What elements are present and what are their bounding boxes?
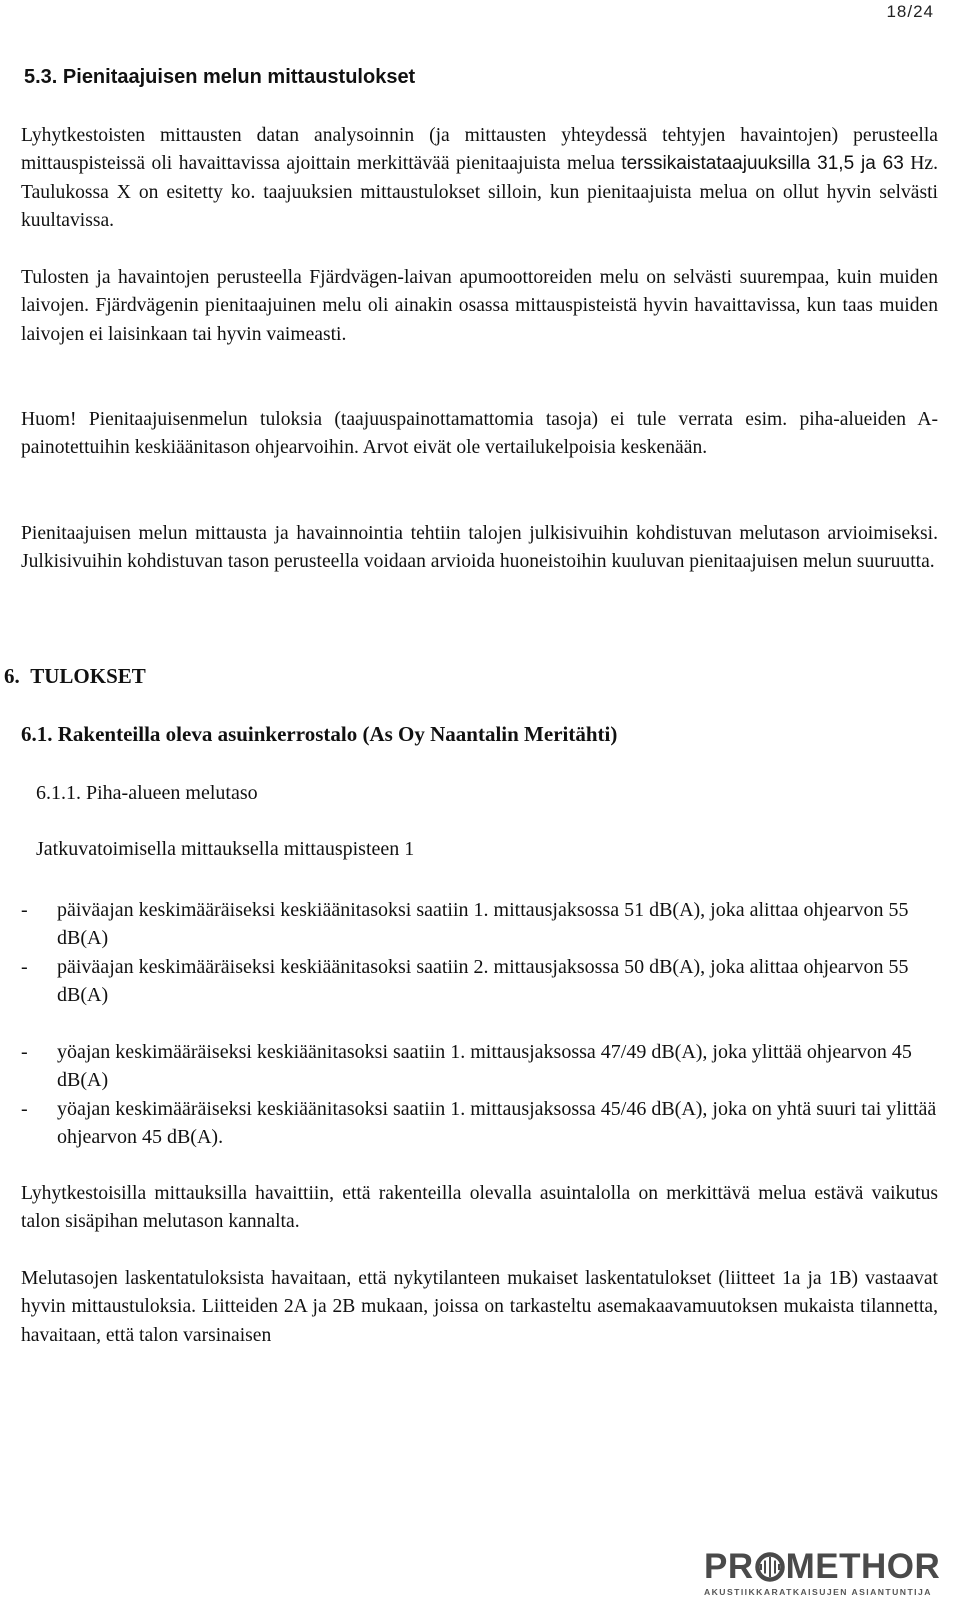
paragraph-6: Melutasojen laskentatuloksista havaitaan, että nykytilanteen mukaiset laskentatulokset (liitteet 1a ja 1B) vastaavat hyvin mittaustuloksia. Liitteiden 2A ja 2B mukaan, joissa on tarkasteltu asemakaavamuutoksen mukaista tilannetta, havaitaan, että talon varsinaisen: [21, 1268, 938, 1346]
list-item: [21, 1038, 938, 1095]
bullet-dash: -: [21, 1097, 28, 1120]
list-item-text: päiväajan keskimääräiseksi keskiäänitasoksi saatiin 1. mittausjaksossa 51 dB(A), joka alittaa ohjearvon 55 dB(A): [57, 899, 909, 950]
logo-wordmark-end: METHOR: [785, 1547, 941, 1586]
paragraph-5: Lyhytkestoisilla mittauksilla havaittiin, että rakenteilla olevalla asuintalolla on merkittävä melua estävä vaikutus talon sisäpihan melutason kannalta.: [21, 1183, 938, 1233]
list-item-text: päiväajan keskimääräiseksi keskiäänitasoksi saatiin 2. mittausjaksossa 50 dB(A), joka alittaa ohjearvon 55 dB(A): [57, 955, 909, 1007]
logo-ring-icon: [755, 1552, 785, 1582]
section-heading-5-3: 5.3. Pienitaajuisen melun mittaustulokset: [24, 66, 416, 88]
paragraph-2: Tulosten ja havaintojen perusteella Fjärdvägen-laivan apumoottoreiden melu on selvästi suurempaa, kuin muiden laivojen. Fjärdvägenin pienitaajuinen melu oli ainakin osassa mittauspisteistä hyvin havaittavissa, kun taas muiden laivojen ei laisinkaan tai hyvin vaimeasti.: [21, 267, 938, 345]
paragraph-1-part-a: Lyhytkestoisten mittausten datan analysoinnin (ja mittausten yhteydessä tehtyjen havaintojen) perusteella mittauspisteissä oli havaittavissa ajoittain merkittävää pienitaajuista melua: [21, 125, 938, 175]
logo-wordmark-start: PR: [704, 1547, 754, 1586]
bullet-dash: -: [21, 955, 28, 978]
paragraph-1: [21, 122, 938, 236]
paragraph-1-part-b: terssikaistataajuuksilla 31,5 ja 63: [621, 153, 904, 175]
page-number: 18/24: [886, 2, 934, 21]
paragraph-4: Pienitaajuisen melun mittausta ja havainnointia tehtiin talojen julkisivuihin kohdistuvan melutason arvioimiseksi. Julkisivuihin kohdistuvan tason perusteella voidaan arvioida huoneistoihin kuuluvan pienitaajuisen melun suuruutta.: [21, 523, 938, 573]
measurement-label: Jatkuvatoimisella mittauksella mittauspisteen 1: [36, 838, 415, 860]
promethor-logo: [704, 1547, 941, 1605]
section-heading-6: 6. TULOKSET: [4, 664, 146, 688]
list-item-text: yöajan keskimääräiseksi keskiäänitasoksi saatiin 1. mittausjaksossa 45/46 dB(A), joka on yhtä suuri tai ylittää ohjearvon 45 dB(A).: [57, 1097, 937, 1149]
bullet-dash: -: [21, 899, 28, 921]
section-heading-6-1: 6.1. Rakenteilla oleva asuinkerrostalo (As Oy Naantalin Meritähti): [21, 722, 618, 746]
section-heading-6-1-1: 6.1.1. Piha-alueen melutaso: [36, 782, 258, 804]
bullet-dash: -: [21, 1041, 28, 1063]
logo-tagline: AKUSTIIKKARATKAISUJEN ASIANTUNTIJA: [704, 1587, 932, 1597]
paragraph-3: Huom! Pienitaajuisenmelun tuloksia (taajuuspainottamattomia tasoja) ei tule verrata esim. piha-alueiden A-painotettuihin keskiäänitason ohjearvoihin. Arvot eivät ole vertailukelpoisia keskenään.: [21, 409, 938, 459]
night-results-list: [21, 1038, 938, 1152]
list-item-text: yöajan keskimääräiseksi keskiäänitasoksi saatiin 1. mittausjaksossa 47/49 dB(A), joka ylittää ohjearvon 45 dB(A): [57, 1041, 912, 1092]
list-item: [21, 1095, 938, 1152]
list-item: [21, 953, 938, 1010]
logo-wordmark: [704, 1547, 941, 1586]
list-item: [21, 896, 938, 953]
paragraph-1-part-c: Hz. Taulukossa X on esitetty ko. taajuuksien mittaustulokset silloin, kun pienitaajuista melua on ollut hyvin selvästi kuultavissa.: [21, 153, 938, 232]
day-results-list: [21, 896, 938, 1010]
